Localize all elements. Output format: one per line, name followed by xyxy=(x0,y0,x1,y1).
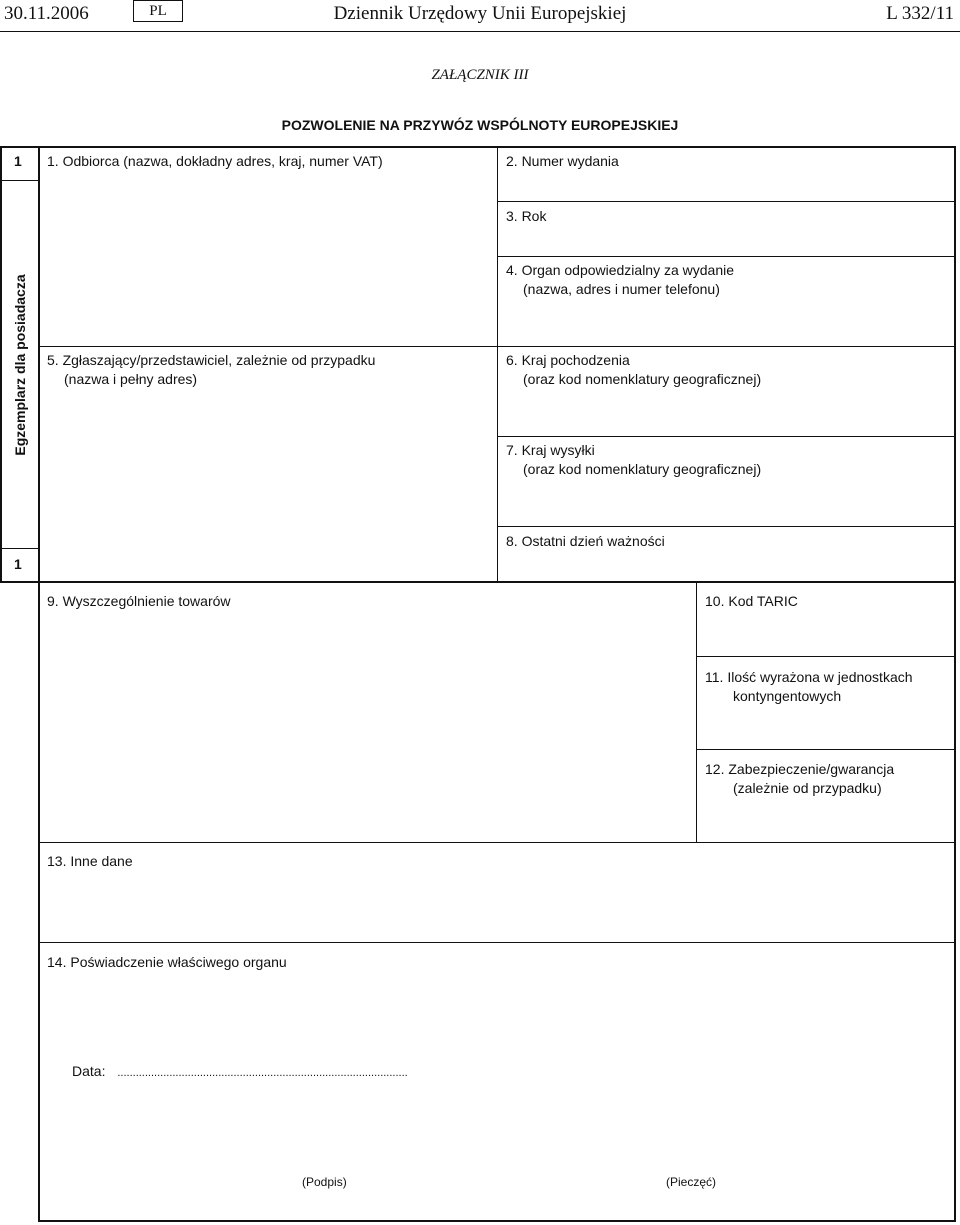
field-3-year xyxy=(506,207,546,226)
copy-sidebar xyxy=(0,180,40,550)
field-2-label: 2. Numer wydania xyxy=(506,153,619,169)
field-9-label: 9. Wyszczególnienie towarów xyxy=(47,593,231,609)
field-5-sublabel: (nazwa i pełny adres) xyxy=(64,371,198,387)
publication-date: 30.11.2006 xyxy=(4,3,89,24)
form-title: POZWOLENIE NA PRZYWÓZ WSPÓLNOTY EUROPEJSKIEJ xyxy=(281,117,679,133)
field-12-security xyxy=(705,760,894,798)
field-14-endorsement xyxy=(47,953,287,972)
field-4-sublabel: (nazwa, adres i numer telefonu) xyxy=(523,281,720,297)
field-8-label: 8. Ostatni dzień ważności xyxy=(506,533,665,549)
annex-title: ZAŁĄCZNIK III xyxy=(431,67,529,83)
date-label: Data: xyxy=(72,1063,106,1079)
field-6-sublabel: (oraz kod nomenklatury geograficznej) xyxy=(523,371,762,387)
field-5-label: 5. Zgłaszający/przedstawiciel, zależnie od przypadku xyxy=(47,352,376,368)
field-12-label: 12. Zabezpieczenie/gwarancja xyxy=(705,761,895,777)
header-rule xyxy=(0,31,960,32)
field-10-label: 10. Kod TARIC xyxy=(705,593,798,609)
field-11-quantity xyxy=(705,668,913,706)
field-6-label: 6. Kraj pochodzenia xyxy=(506,352,630,368)
copy-sidebar-label: Egzemplarz dla posiadacza xyxy=(12,274,28,456)
field-6-country-of-origin xyxy=(506,351,761,389)
field-11-label: 11. Ilość wyrażona w jednostkach xyxy=(705,669,913,685)
field-4-label: 4. Organ odpowiedzialny za wydanie xyxy=(506,262,735,278)
field-12-sublabel: (zależnie od przypadku) xyxy=(733,780,882,796)
field-7-country-of-consignment xyxy=(506,441,761,479)
field-4-issuing-authority xyxy=(506,261,734,299)
field-5-declarant xyxy=(47,351,375,389)
copy-number-bottom: 1 xyxy=(14,556,22,572)
journal-header xyxy=(0,0,960,32)
date-line xyxy=(72,1062,408,1083)
stamp-caption: (Pieczęć) xyxy=(666,1175,717,1189)
field-10-taric-code xyxy=(705,592,798,611)
field-11-sublabel: kontyngentowych xyxy=(733,688,842,704)
language-badge: PL xyxy=(133,0,183,22)
field-7-sublabel: (oraz kod nomenklatury geograficznej) xyxy=(523,461,762,477)
field-9-goods-description xyxy=(47,592,231,611)
journal-title: Dziennik Urzędowy Unii Europejskiej xyxy=(333,3,627,24)
copy-number-top: 1 xyxy=(14,153,22,169)
page-reference: L 332/11 xyxy=(886,3,954,24)
field-3-label: 3. Rok xyxy=(506,208,547,224)
field-13-other-data xyxy=(47,852,133,871)
field-2-issue-number xyxy=(506,152,619,171)
field-14-label: 14. Poświadczenie właściwego organu xyxy=(47,954,287,970)
field-1-consignee xyxy=(47,152,383,171)
field-8-expiry-date xyxy=(506,532,665,551)
field-1-label: 1. Odbiorca (nazwa, dokładny adres, kraj, numer VAT) xyxy=(47,153,383,169)
field-13-label: 13. Inne dane xyxy=(47,853,133,869)
signature-caption: (Podpis) xyxy=(302,1175,347,1189)
date-dotted-line: ............................................................................................... xyxy=(117,1067,408,1079)
field-7-label: 7. Kraj wysyłki xyxy=(506,442,595,458)
